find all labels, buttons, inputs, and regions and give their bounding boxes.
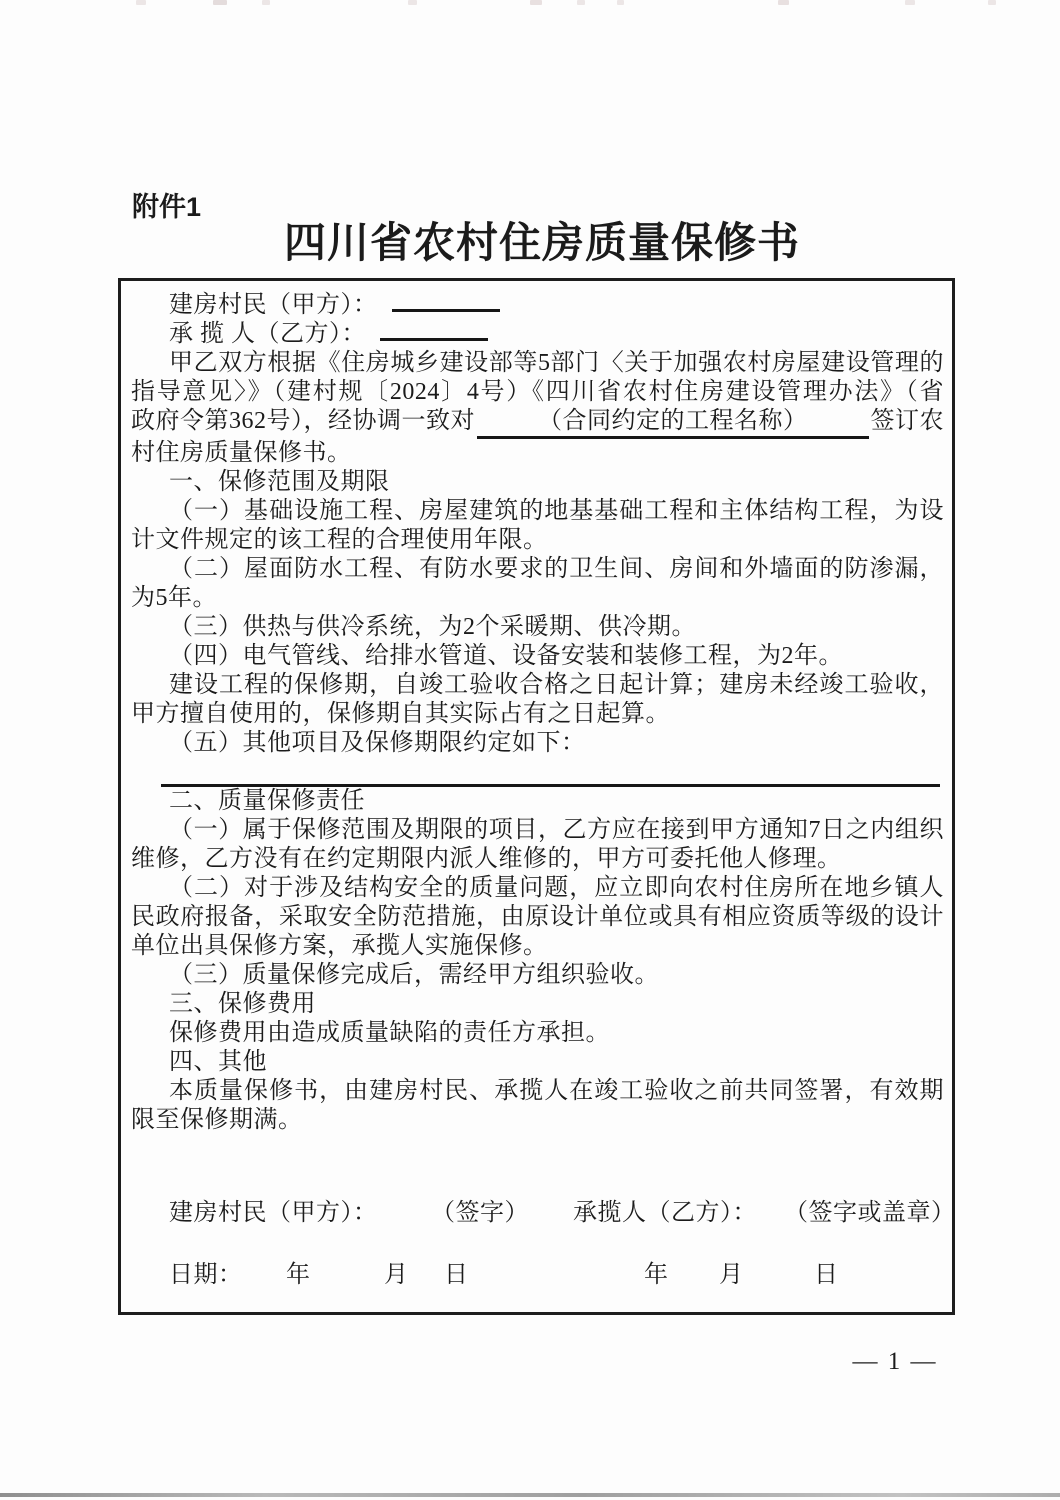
signature-party-b-label: 承揽人（乙方）：	[573, 1200, 757, 1226]
attachment-label: 附件1	[132, 192, 202, 222]
doc-line: 甲方擅自使用的，保修期自其实际占有之日起算。	[131, 701, 670, 727]
project-name-line	[131, 407, 944, 439]
doc-line: 本质量保修书，由建房村民、承揽人在竣工验收之前共同签署，有效期	[169, 1078, 944, 1104]
doc-line: （二）对于涉及结构安全的质量问题，应立即向农村住房所在地乡镇人	[169, 875, 944, 901]
scan-artifact	[408, 0, 417, 5]
doc-line: 为5年。	[131, 585, 217, 611]
doc-line: （四）电气管线、给排水管道、设备安装和装修工程，为2年。	[169, 643, 843, 669]
scan-artifact	[577, 0, 585, 5]
date-label: 日期：	[169, 1262, 243, 1288]
date-year-label-b: 年	[644, 1262, 669, 1288]
section-2-heading: 二、质量保修责任	[169, 788, 365, 814]
date-month-label-a: 月	[384, 1262, 409, 1288]
doc-line: 单位出具保修方案，承揽人实施保修。	[131, 933, 548, 959]
doc-line: 保修费用由造成质量缺陷的责任方承担。	[169, 1020, 610, 1046]
scan-artifact	[136, 0, 146, 5]
party-a-blank-field	[392, 291, 500, 312]
doc-line: 民政府报备，采取安全防范措施，由原设计单位或具有相应资质等级的设计	[131, 904, 944, 930]
date-day-label-b: 日	[814, 1262, 839, 1288]
project-line-before: 政府令第362号），经协调一致对	[131, 408, 475, 434]
doc-line: 维修，乙方没有在约定期限内派人维修的，甲方可委托他人修理。	[131, 846, 842, 872]
project-line-after: 签订农	[870, 408, 944, 434]
doc-line: 村住房质量保修书。	[131, 440, 352, 466]
date-month-label-b: 月	[719, 1262, 744, 1288]
party-a-label: 建房村民（甲方）：	[169, 292, 378, 318]
doc-line: （一）属于保修范围及期限的项目，乙方应在接到甲方通知7日之内组织	[169, 817, 944, 843]
project-name-blank-field: （合同约定的工程名称）	[477, 407, 869, 439]
doc-line: 建设工程的保修期，自竣工验收合格之日起计算；建房未经竣工验收，	[169, 672, 944, 698]
signature-party-b-hint: （签字或盖章）	[784, 1200, 956, 1226]
doc-line: （二）屋面防水工程、有防水要求的卫生间、房间和外墙面的防渗漏，	[169, 556, 944, 582]
party-b-label: 承 揽 人（乙方）：	[169, 321, 366, 347]
section-1-heading: 一、保修范围及期限	[169, 469, 390, 495]
scan-artifact	[262, 0, 270, 5]
party-a-line	[131, 291, 944, 320]
scan-artifact	[778, 0, 789, 5]
doc-line: 计文件规定的该工程的合理使用年限。	[131, 527, 548, 553]
scan-artifact	[617, 0, 624, 5]
doc-line: 甲乙双方根据《住房城乡建设部等5部门〈关于加强农村房屋建设管理的	[169, 350, 944, 376]
scan-artifact	[213, 0, 227, 5]
scan-artifact	[988, 0, 996, 5]
doc-line: 指导意见〉》（建村规〔2024〕4号）《四川省农村住房建设管理办法》（省	[131, 379, 944, 405]
warranty-contract-box	[118, 278, 955, 1315]
section-3-heading: 三、保修费用	[169, 991, 316, 1017]
doc-line: （三）供热与供冷系统，为2个采暖期、供冷期。	[169, 614, 696, 640]
other-items-blank-line	[161, 758, 940, 787]
date-year-label-a: 年	[286, 1262, 311, 1288]
page-number: — 1 —	[852, 1348, 938, 1375]
signature-party-a-hint: （签字）	[431, 1200, 529, 1226]
scan-artifact	[905, 0, 915, 5]
doc-line: （三）质量保修完成后，需经甲方组织验收。	[169, 962, 659, 988]
date-day-label-a: 日	[444, 1262, 469, 1288]
document-title: 四川省农村住房质量保修书	[283, 219, 800, 266]
signature-party-a-label: 建房村民（甲方）：	[169, 1200, 378, 1226]
doc-line: （五）其他项目及保修期限约定如下：	[169, 730, 586, 756]
section-4-heading: 四、其他	[169, 1049, 267, 1075]
scan-artifact-bottom-edge	[0, 1493, 1060, 1497]
doc-line: （一）基础设施工程、房屋建筑的地基基础工程和主体结构工程，为设	[169, 498, 944, 524]
party-b-line	[131, 320, 944, 349]
scan-artifact	[530, 0, 542, 5]
doc-line: 限至保修期满。	[131, 1107, 303, 1133]
party-b-blank-field	[380, 320, 488, 341]
